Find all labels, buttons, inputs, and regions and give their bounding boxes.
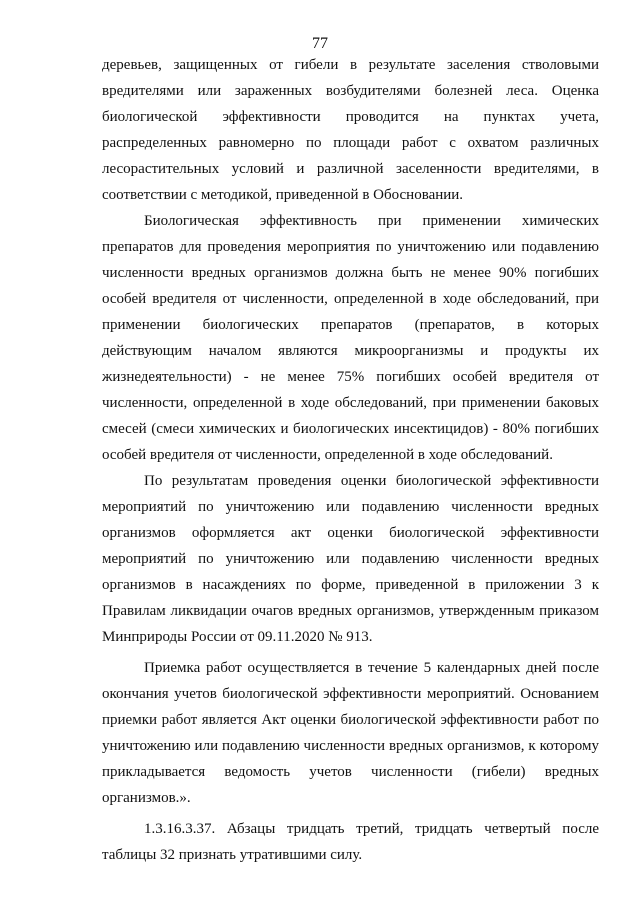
paragraph-assessment-act: По результатам проведения оценки биологической эффективности мероприятий по уничтожению или подавлению численности вредных организмов оформляется акт оценки биологической эффективности мероприятий по уничтожению или подавлению численности вредных организмов в насаждениях по форме, приведенной в приложении 3 к Правилам ликвидации очагов вредных организмов, утвержденным приказом Минприроды России от 09.11.2020 № 913. xyxy=(102,473,599,645)
document-body xyxy=(102,52,599,873)
paragraph-acceptance-of-work: Приемка работ осуществляется в течение 5 календарных дней после окончания учетов биологической эффективности мероприятий. Основанием приемки работ является Акт оценки биологической эффективности работ по уничтожению или подавлению численности вредных организмов, к которому прикладывается ведомость учетов численности (гибели) вредных организмов.». xyxy=(102,660,599,806)
paragraph-biological-efficiency: Биологическая эффективность при применении химических препаратов для проведения мероприятия по уничтожению или подавлению численности вредных организмов должна быть не менее 90% погибших особей вредителя от численности, определенной в ходе обследований, при применении биологических препаратов (препаратов, в которых действующим началом являются микроорганизмы и продукты их жизнедеятельности) - не менее 75% погибших особей вредителя от численности, определенной в ходе обследований, при применении баковых смесей (смеси химических и биологических инсектицидов) - 80% погибших особей вредителя от численности, определенной в ходе обследований. xyxy=(102,213,599,463)
page-number: 77 xyxy=(312,35,328,52)
paragraph-amendment-clause: 1.3.16.3.37. Абзацы тридцать третий, тридцать четвертый после таблицы 32 признать утратившими силу. xyxy=(102,821,599,863)
paragraph-continuation: деревьев, защищенных от гибели в результате заселения стволовыми вредителями или зараженных возбудителями болезней леса. Оценка биологической эффективности проводится на пунктах учета, распределенных равномерно по площади работ с охватом различных лесорастительных условий и различной заселенности вредителями, в соответствии с методикой, приведенной в Обосновании. xyxy=(102,57,599,203)
